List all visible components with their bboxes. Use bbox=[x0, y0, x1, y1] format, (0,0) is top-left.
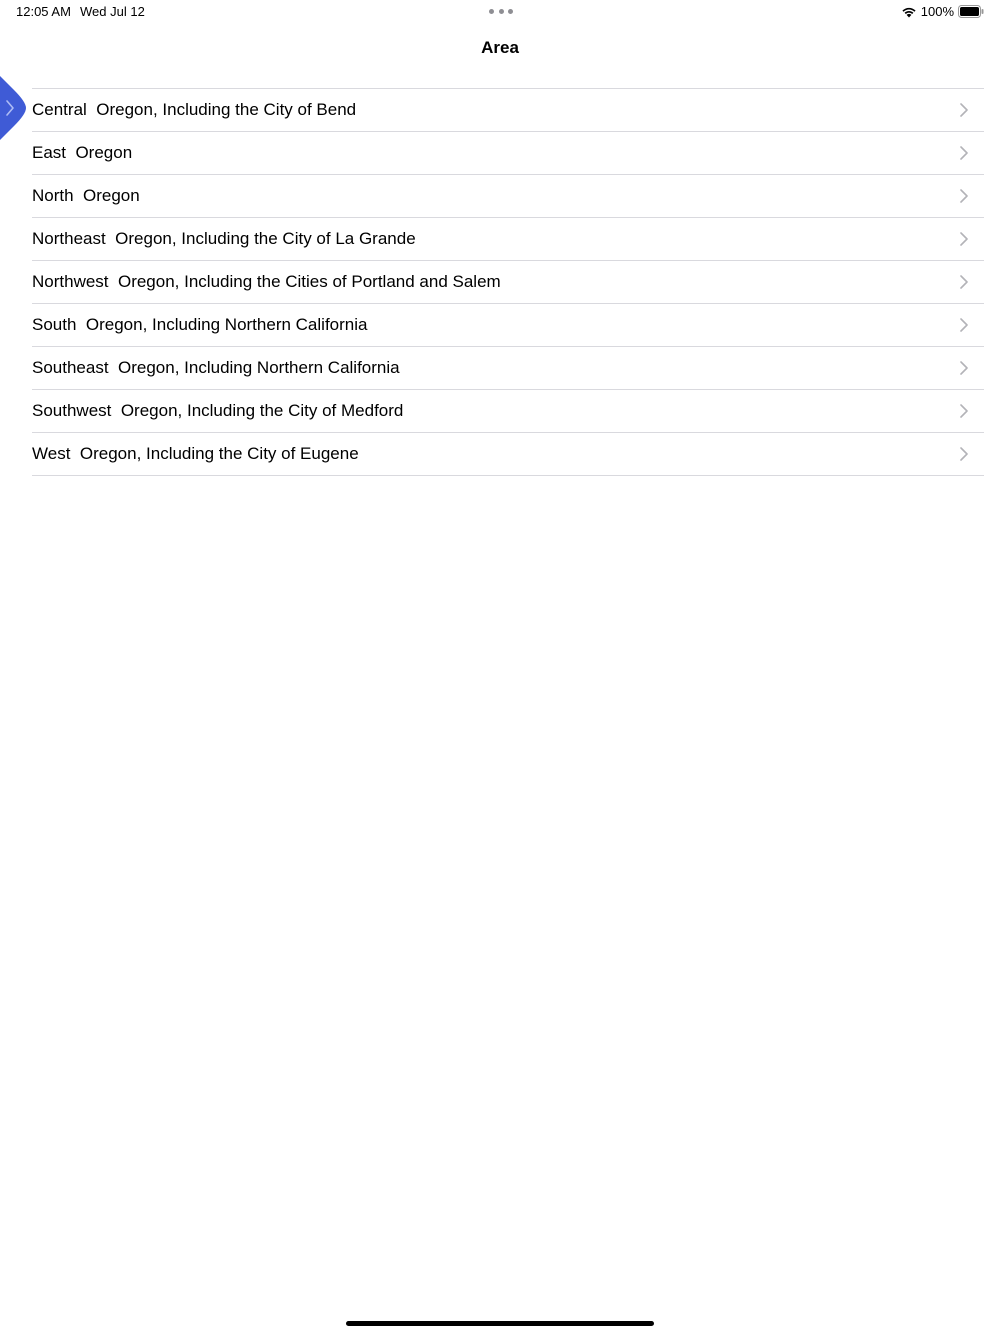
list-item-label: East Oregon bbox=[32, 143, 133, 162]
sidebar-toggle-button[interactable] bbox=[0, 76, 26, 140]
multitasking-dots-icon[interactable] bbox=[489, 9, 513, 15]
chevron-right-icon bbox=[960, 103, 968, 117]
list-item-label: West Oregon, Including the City of Eugene bbox=[32, 444, 359, 463]
battery-percent: 100% bbox=[920, 4, 954, 19]
chevron-right-icon bbox=[960, 146, 968, 160]
list-item-label: Southeast Oregon, Including Northern California bbox=[32, 358, 400, 377]
status-bar bbox=[0, 0, 1000, 24]
chevron-right-icon bbox=[960, 318, 968, 332]
list-item[interactable] bbox=[32, 390, 984, 433]
status-indicators bbox=[901, 4, 984, 19]
chevron-right-icon bbox=[0, 76, 26, 140]
list-item[interactable] bbox=[32, 89, 984, 132]
list-item-label: Central Oregon, Including the City of Bend bbox=[32, 100, 357, 119]
status-date: Wed Jul 12 bbox=[80, 4, 145, 19]
list-item[interactable] bbox=[32, 175, 984, 218]
chevron-right-icon bbox=[960, 447, 968, 461]
list-item[interactable] bbox=[32, 218, 984, 261]
wifi-icon bbox=[901, 6, 917, 18]
list-item-label: Southwest Oregon, Including the City of Medford bbox=[32, 401, 404, 420]
list-item[interactable] bbox=[32, 304, 984, 347]
page-title: Area bbox=[481, 38, 519, 57]
chevron-right-icon bbox=[960, 361, 968, 375]
status-time: 12:05 AM bbox=[16, 4, 71, 19]
battery-icon bbox=[958, 5, 984, 18]
list-item-label: South Oregon, Including Northern California bbox=[32, 315, 368, 334]
chevron-right-icon bbox=[960, 189, 968, 203]
home-indicator[interactable] bbox=[346, 1321, 654, 1326]
chevron-right-icon bbox=[960, 275, 968, 289]
list-item-label: Northeast Oregon, Including the City of La Grande bbox=[32, 229, 416, 248]
list-item[interactable] bbox=[32, 433, 984, 476]
area-list bbox=[32, 88, 984, 476]
list-item[interactable] bbox=[32, 132, 984, 175]
list-item[interactable] bbox=[32, 347, 984, 390]
list-item-label: North Oregon bbox=[32, 186, 140, 205]
chevron-right-icon bbox=[960, 232, 968, 246]
chevron-right-icon bbox=[960, 404, 968, 418]
list-item-label: Northwest Oregon, Including the Cities of Portland and Salem bbox=[32, 272, 501, 291]
list-item[interactable] bbox=[32, 261, 984, 304]
